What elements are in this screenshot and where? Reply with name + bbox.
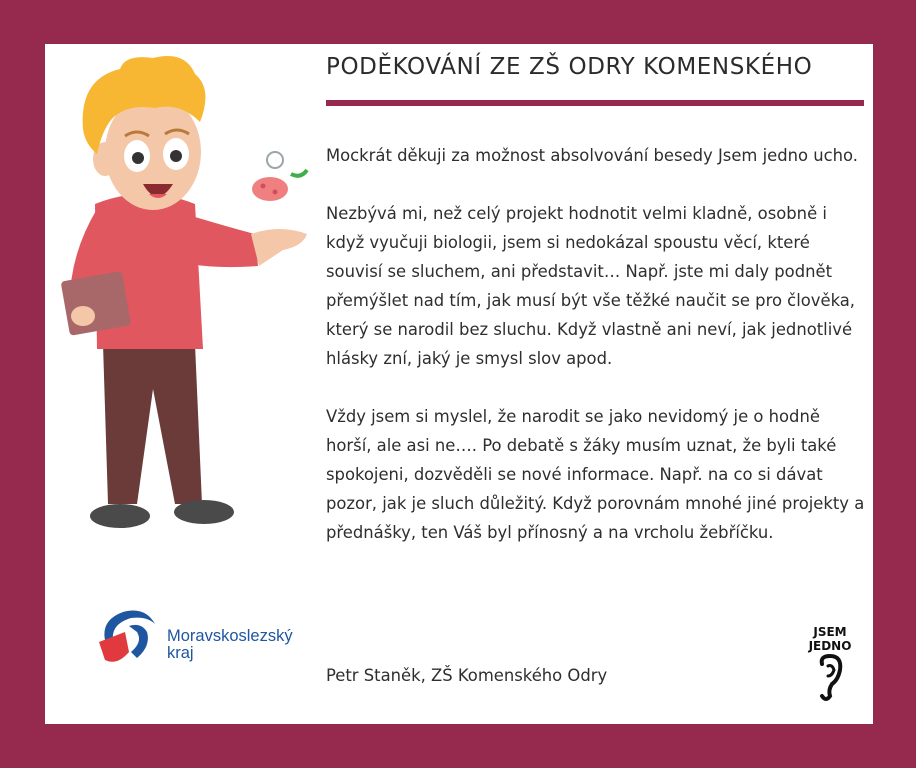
trousers [103, 344, 202, 504]
region-logo-text: Moravskoslezský kraj [167, 627, 293, 662]
left-hand [71, 306, 95, 326]
thank-you-card [45, 44, 873, 724]
page-title: PODĚKOVÁNÍ ZE ZŠ ODRY KOMENSKÉHO [326, 54, 813, 80]
region-logo-icon [95, 602, 165, 668]
germ-icon [252, 152, 307, 201]
ear-icon [822, 656, 841, 699]
title-divider [326, 100, 864, 106]
region-logo [95, 602, 315, 672]
left-shoe [90, 504, 150, 528]
right-shoe [174, 500, 234, 524]
right-arm [185, 214, 258, 267]
signature: Petr Staněk, ZŠ Komenského Odry [326, 666, 608, 685]
svg-text:JEDNO: JEDNO [808, 639, 852, 653]
svg-text:JSEM: JSEM [813, 625, 847, 639]
letter-body [326, 141, 866, 576]
teacher-illustration [45, 44, 320, 544]
paragraph-2: Nezbývá mi, než celý projekt hodnotit velmi kladně, osobně i když vyučuji biologii, jsem si nedokázal spoustu věcí, které souvisí se sluchem, ani představit… Např. jste mi daly podnět přemýšlet nad tím, jak musí být vše těžké naučit se pro člověka, který se narodil bez sluchu. Když vlastně ani neví, jak jednotlivé hlásky zní, jaký je smysl slov apod. [326, 204, 856, 368]
paragraph-1: Mockrát děkuji za možnost absolvování besedy Jsem jedno ucho. [326, 146, 858, 165]
paragraph-3: Vždy jsem si myslel, že narodit se jako nevidomý je o hodně horší, ale asi ne…. Po debatě s žáky musím uznat, že byli také spokojeni, dozvěděli se nové informace. Např. na co si dávat pozor, jak je sluch důležitý. Když porovnám mnohé jiné projekty a přednášky, ten Váš byl přínosný a na vrcholu žebříčku. [326, 407, 865, 542]
project-logo [800, 622, 860, 712]
book-icon [61, 271, 132, 336]
right-hand [251, 229, 307, 266]
